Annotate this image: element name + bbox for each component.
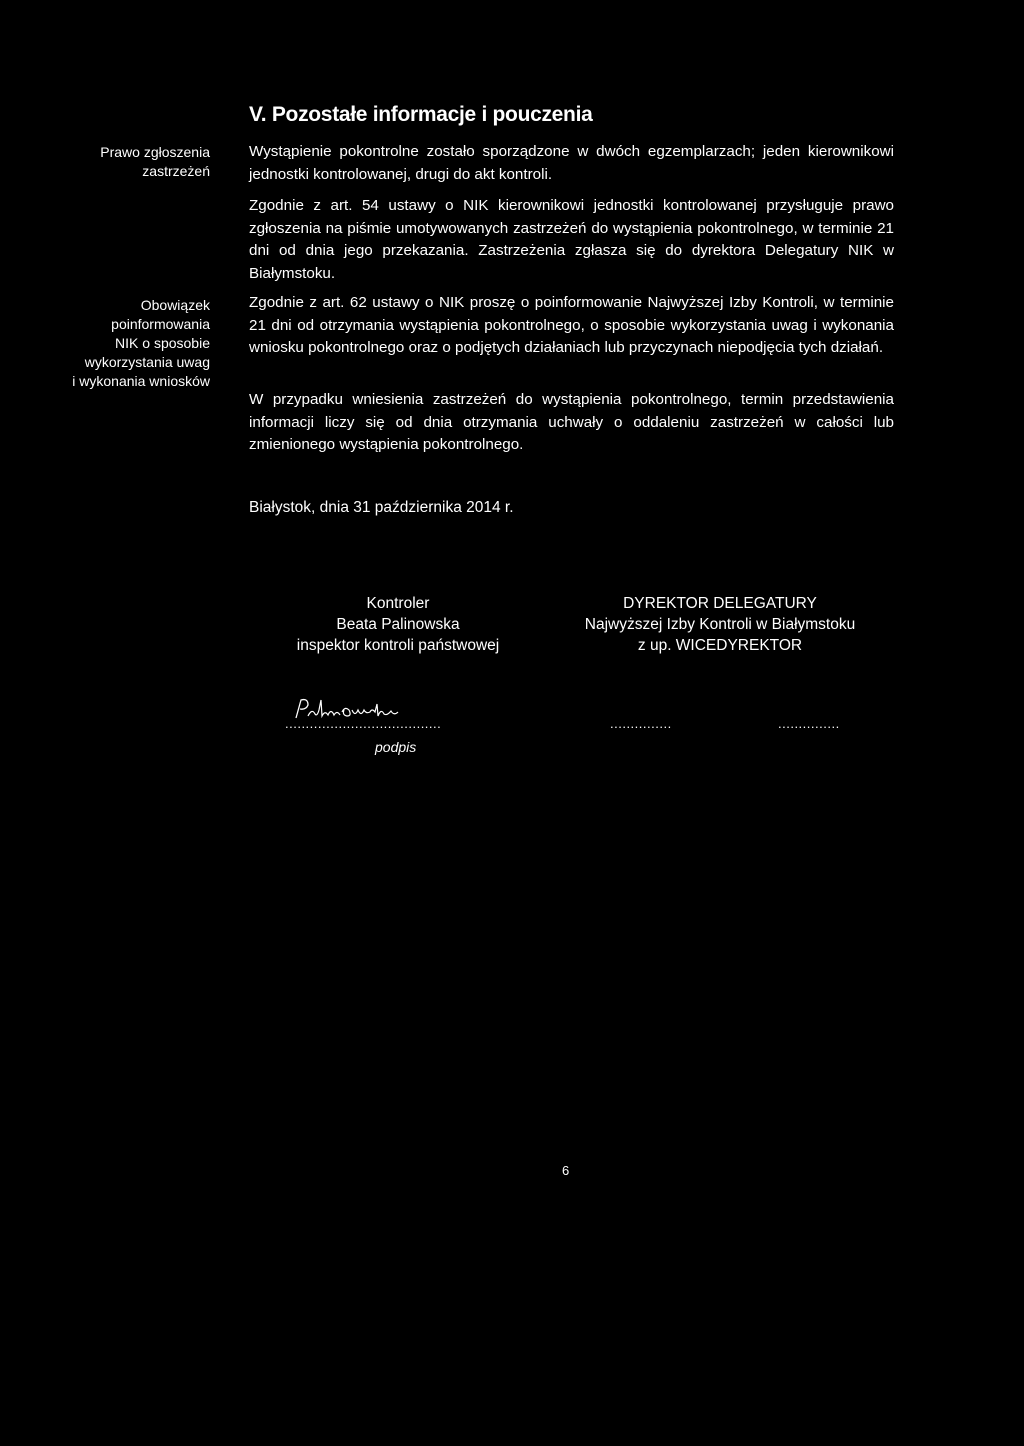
margin-note-line: Prawo zgłoszenia (100, 144, 210, 160)
signature-line-inspector: ...................................... (285, 716, 442, 731)
signer-title: inspektor kontroli państwowej (296, 637, 500, 654)
page-number: 6 (562, 1163, 570, 1178)
margin-note-line: i wykonania wniosków (72, 373, 210, 389)
signature-caption: podpis (375, 739, 417, 755)
section-heading: V. Pozostałe informacje i pouczenia (249, 103, 593, 126)
margin-note-line: Obowiązek (140, 297, 210, 313)
signature-block-inspector (270, 593, 526, 656)
margin-note-obligation-to-inform (50, 296, 210, 391)
signer-name: Beata Palinowska (336, 616, 460, 633)
paragraph-objections: Zgodnie z art. 54 ustawy o NIK kierownikowi jednostki kontrolowanej przysługuje prawo zgłoszenia na piśmie umotywowanych zastrzeżeń do wystąpienia pokontrolnego, w terminie 21 dni od dnia jego przekazania. Zastrzeżenia zgłasza się do dyrektora Delegatury NIK w Białymstoku. (249, 197, 894, 282)
signature-block-director (578, 593, 862, 656)
paragraph-objection-deadline: W przypadku wniesienia zastrzeżeń do wystąpienia pokontrolnego, termin przedstawienia informacji liczy się od dnia otrzymania uchwały o oddaleniu zastrzeżeń w całości lub zmienionego wystąpienia pokontrolnego. (249, 391, 894, 453)
signer-role: Kontroler (366, 595, 430, 612)
margin-note-line: NIK o sposobie (115, 335, 210, 351)
paragraph-inform-obligation: Zgodnie z art. 62 ustawy o NIK proszę o poinformowanie Najwyższej Izby Kontroli, w terminie 21 dni od otrzymania wystąpienia pokontrolnego, o sposobie wykorzystania uwag i wykonania wniosku pokontrolnego oraz o podjętych działaniach lub przyczynach niepodjęcia tych działań. (249, 294, 894, 356)
paragraph-copies: Wystąpienie pokontrolne zostało sporządzone w dwóch egzemplarzach; jeden kierownikowi jednostki kontrolowanej, drugi do akt kontroli. (249, 143, 894, 183)
signer-institution: Najwyższej Izby Kontroli w Białymstoku (584, 616, 856, 633)
signature-line-director-1: ............... (610, 716, 672, 731)
margin-note-line: poinformowania (111, 316, 210, 332)
signer-proxy: z up. WICEDYREKTOR (637, 637, 803, 654)
signature-line-director-2: ............... (778, 716, 840, 731)
margin-note-line: wykorzystania uwag (84, 354, 210, 370)
signer-role: DYREKTOR DELEGATURY (623, 595, 817, 612)
margin-note-line: zastrzeżeń (142, 163, 210, 179)
margin-note-right-to-object (50, 143, 210, 181)
place-and-date: Białystok, dnia 31 października 2014 r. (249, 499, 514, 516)
